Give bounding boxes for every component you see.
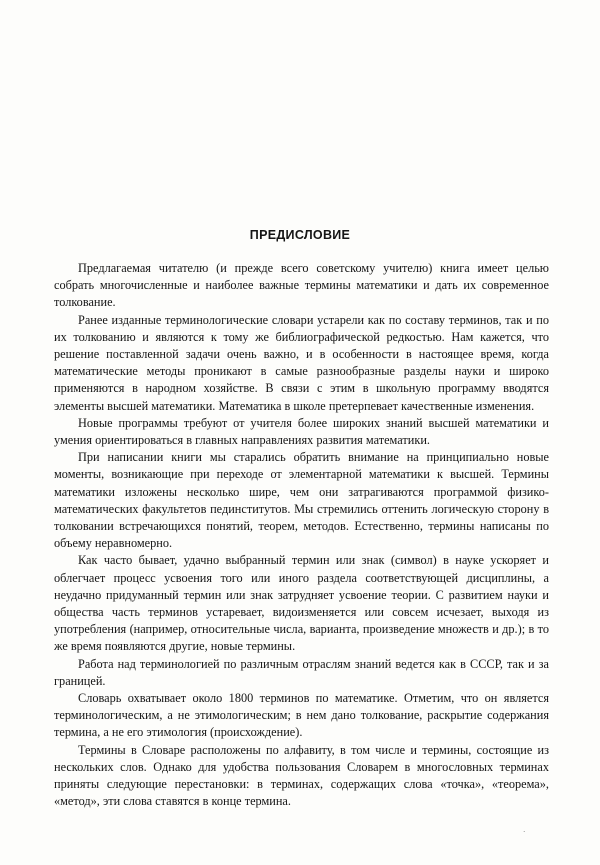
paragraph: Термины в Словаре расположены по алфавиту, в том числе и термины, состоящие из нескольких слов. Однако для удобства пользования Словарем в многословных терминах приняты следующие перестановки: в терминах, содержащих слова «точка», «теорема», «метод», эти слова ставятся в конце термина. — [54, 742, 549, 809]
paragraph: Новые программы требуют от учителя более широких знаний высшей математики и умения ориентироваться в главных направлениях развития математики. — [54, 415, 549, 448]
preface-body — [54, 260, 549, 811]
paragraph: При написании книги мы старались обратить внимание на принципиально новые моменты, возникающие при переходе от элементарной математики к высшей. Термины математики изложены несколько шире, чем они затрагиваются программой физико-математических факультетов пединститутов. Мы стремились оттенить логическую сторону в толковании встречающихся понятий, теорем, методов. Естественно, термины написаны по объему неравномерно. — [54, 450, 549, 551]
scan-mark: · — [523, 828, 526, 836]
paragraph: Предлагаемая читателю (и прежде всего советскому учителю) книга имеет целью собрать многочисленные и наиболее важные термины математики и дать их современное толкование. — [54, 261, 549, 310]
paragraph: Словарь охватывает около 1800 терминов по математике. Отметим, что он является терминологическим, а не этимологическим; в нем дано толкование, раскрытие содержания термина, а не его этимология (происхождение). — [54, 691, 549, 740]
page-title: ПРЕДИСЛОВИЕ — [249, 228, 351, 242]
paragraph: Работа над терминологией по различным отраслям знаний ведется как в СССР, так и за границей. — [54, 656, 549, 688]
paragraph: Как часто бывает, удачно выбранный термин или знак (символ) в науке ускоряет и облегчает процесс усвоения того или иного раздела соответствующей дисциплины, а неудачно придуманный термин или знак затрудняет усвоение теории. С развитием науки и общества часть терминов устаревает, видоизменяется или совсем исчезает, выходя из употребления (например, относительные числа, варианта, произведение множеств и др.); в то же время появляются другие, новые термины. — [54, 553, 549, 654]
paragraph: Ранее изданные терминологические словари устарели как по составу терминов, так и по их толкованию и являются к тому же библиографической редкостью. Нам кажется, что решение поставленной задачи очень важно, и в особенности в настоящее время, когда математические методы проникают в самые разнообразные разделы науки и широко применяются в народном хозяйстве. В связи с этим в школьную программу вводятся элементы высшей математики. Математика в школе претерпевает качественные изменения. — [54, 312, 549, 413]
